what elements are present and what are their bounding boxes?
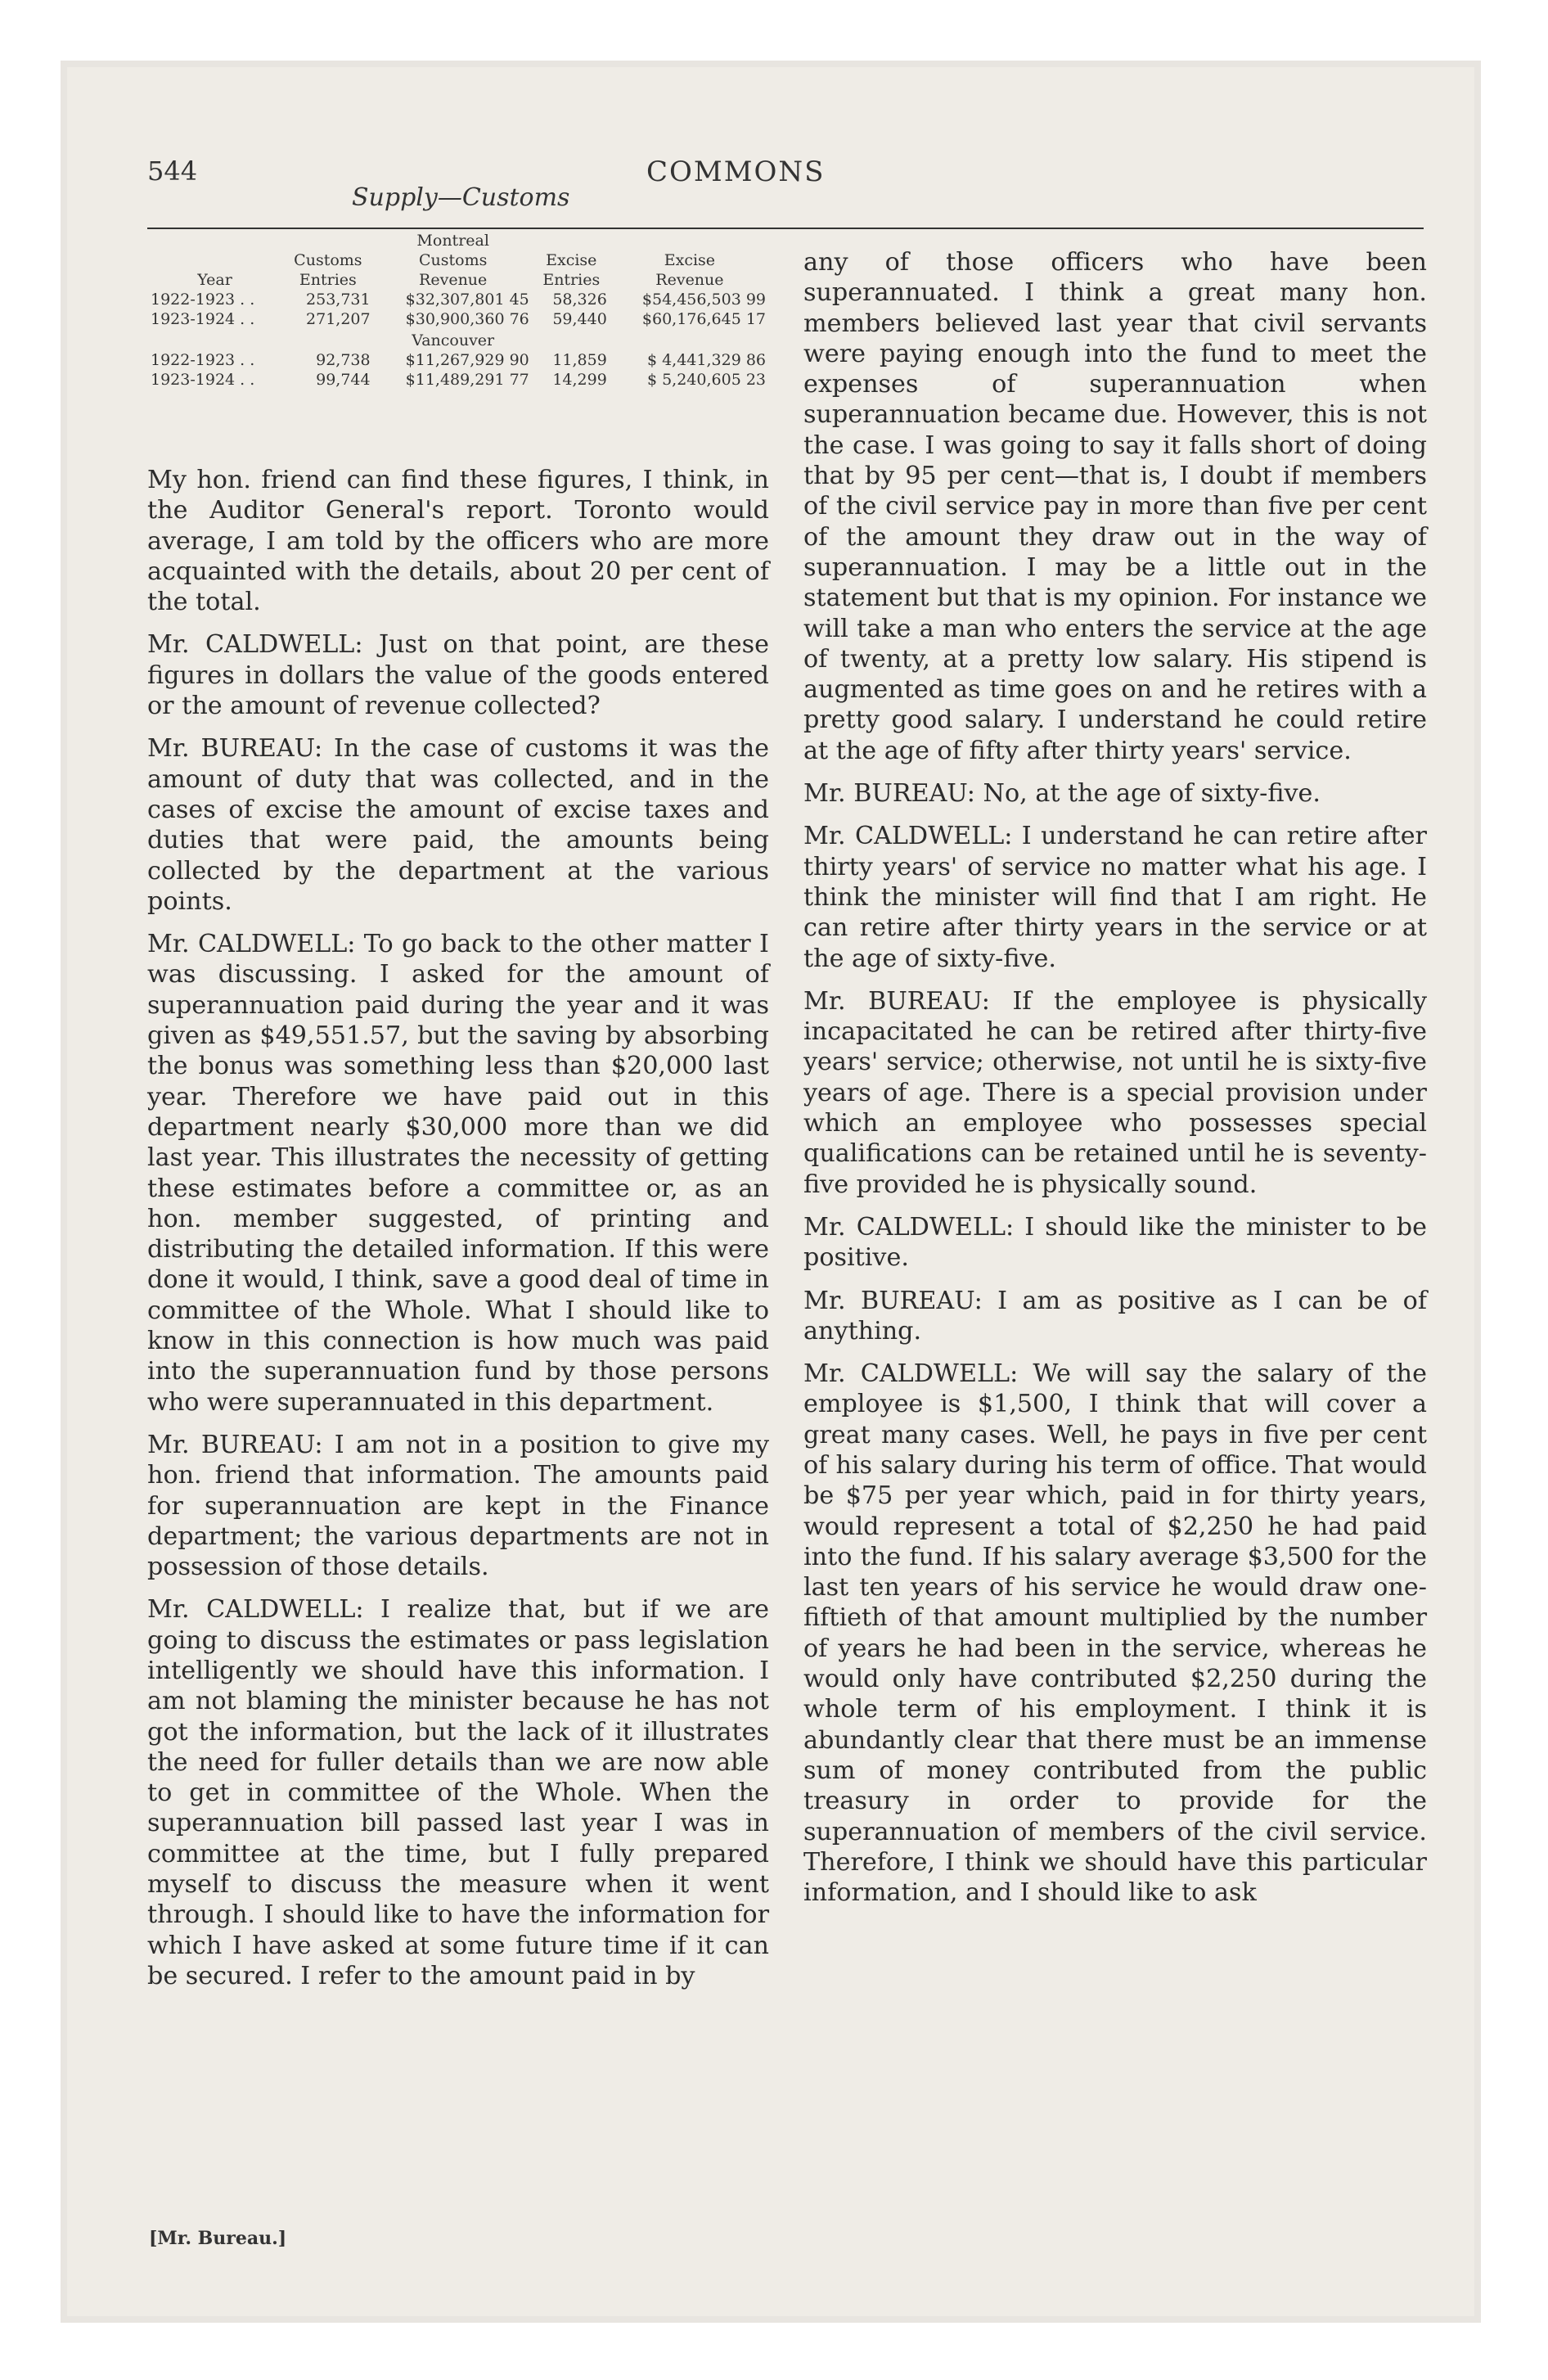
paragraph: Mr. CALDWELL: I realize that, but if we are going to discuss the estimates or pass legislation intelligently we should have this information. I am not blaming the minister because he has not got the information, but the lack of it illustrates the need for fuller details than we are now able to get in committee of the Whole. When the superannuation bill passed last year I was in committee at the time, but I fully prepared myself to discuss the measure when it went through. I should like to have the information for which I have asked at some future time if it can be secured. I refer to the amount paid in by — [147, 1595, 769, 1990]
col-header: Excise — [664, 251, 716, 269]
paragraph: Mr. BUREAU: In the case of customs it was the amount of duty that was collected, and in the cases of excise the amount of excise taxes and duties that were paid, the amounts being collected by the department at the various points. — [147, 734, 769, 916]
col-header: Customs — [418, 251, 488, 269]
col-header: Entries — [542, 271, 601, 289]
col-header — [147, 250, 282, 270]
table-row: 1922-1923 . . 92,738 $11,267,929 90 11,859 $ 4,441,329 86 — [151, 351, 766, 369]
statistics-table — [147, 231, 769, 390]
paragraph: Mr. CALDWELL: I understand he can retire after thirty years' of service no matter what his age. I think the minister will find that I am right. He can retire after thirty years in the service or at the age of sixty-five. — [803, 822, 1427, 973]
paragraph: Mr. CALDWELL: Just on that point, are these figures in dollars the value of the goods entered or the amount of revenue collected? — [147, 630, 769, 721]
col-header: Year — [197, 271, 232, 289]
table-row: 1923-1924 . . 99,744 $11,489,291 77 14,299 $ 5,240,605 23 — [151, 371, 766, 389]
table-row: 1923-1924 . . 271,207 $30,900,360 76 59,440 $60,176,645 17 — [151, 310, 766, 328]
right-column — [803, 247, 1427, 1920]
col-header: Entries — [299, 271, 357, 289]
col-header: Revenue — [655, 271, 724, 289]
paragraph: Mr. CALDWELL: I should like the minister to be positive. — [803, 1212, 1427, 1273]
speaker-attribution: [Mr. Bureau.] — [149, 2228, 287, 2249]
paragraph: Mr. BUREAU: No, at the age of sixty-five. — [803, 779, 1321, 809]
col-header: Excise — [546, 251, 597, 269]
table-header-montreal: Montreal — [416, 232, 489, 250]
paragraph: Mr. BUREAU: I am not in a position to give my hon. friend that information. The amounts paid for superannuation are kept in the Finance department; the various departments are not in possession of those details. — [147, 1430, 769, 1582]
left-column — [147, 465, 769, 2004]
col-header: Customs — [294, 251, 362, 269]
col-header: Revenue — [419, 271, 488, 289]
table-row: 1922-1923 . . 253,731 $32,307,801 45 58,326 $54,456,503 99 — [151, 291, 766, 309]
section-heading: Supply—Customs — [352, 183, 570, 212]
paragraph: Mr. BUREAU: I am as positive as I can be of anything. — [803, 1286, 1427, 1346]
running-head: COMMONS — [646, 156, 826, 188]
paragraph: Mr. CALDWELL: We will say the salary of the employee is $1,500, I think that will cover a great many cases. Well, he pays in five per cent of his salary during his term of office. That would be $75 per year which, paid in for thirty years, would represent a total of $2,250 he had paid into the fund. If his salary average $3,500 for the last ten years of his service he would draw one-fiftieth of that amount multiplied by the number of years he had been in the service, whereas he would only have contributed $2,250 during the whole term of his employment. I think it is abundantly clear that there must be an immense sum of money contributed from the public treasury in order to provide for the superannuation of members of the civil service. Therefore, I think we should have this particular information, and I should like to ask — [803, 1359, 1427, 1908]
paragraph: any of those officers who have been superannuated. I think a great many hon. members believed last year that civil servants were paying enough into the fund to meet the expenses of superannuation when superannuation became due. However, this is not the case. I was going to say it falls short of doing that by 95 per cent—that is, I doubt if members of the civil service pay in more than five per cent of the amount they draw out in the way of superannuation. I may be a little out in the statement but that is my opinion. For instance we will take a man who enters the service at the age of twenty, at a pretty low salary. His stipend is augmented as time goes on and he retires with a pretty good salary. I understand he could retire at the age of fifty after thirty years' service. — [803, 248, 1427, 765]
paragraph: My hon. friend can find these figures, I think, in the Auditor General's report. Toronto would average, I am told by the officers who are more acquainted with the details, about 20 per cent of the total. — [147, 466, 769, 617]
paragraph: Mr. CALDWELL: To go back to the other matter I was discussing. I asked for the amount of superannuation paid during the year and it was given as $49,551.57, but the saving by absorbing the bonus was something less than $20,000 last year. Therefore we have paid out in this department nearly $30,000 more than we did last year. This illustrates the necessity of getting these estimates before a committee or, as an hon. member suggested, of printing and distributing the detailed information. If this were done it would, I think, save a good deal of time in committee of the Whole. What I should like to know in this connection is how much was paid into the superannuation fund by those persons who were superannuated in this department. — [147, 930, 769, 1417]
header-rule — [147, 228, 1424, 229]
page-number: 544 — [147, 156, 198, 187]
paragraph: Mr. BUREAU: If the employee is physically incapacitated he can be retired after thirty-five years' service; otherwise, not until he is sixty-five years of age. There is a special provision under which an employee who possesses special qualifications can be retained until he is seventy-five provided he is physically sound. — [803, 986, 1427, 1199]
table-subheader-vancouver: Vancouver — [412, 331, 495, 349]
